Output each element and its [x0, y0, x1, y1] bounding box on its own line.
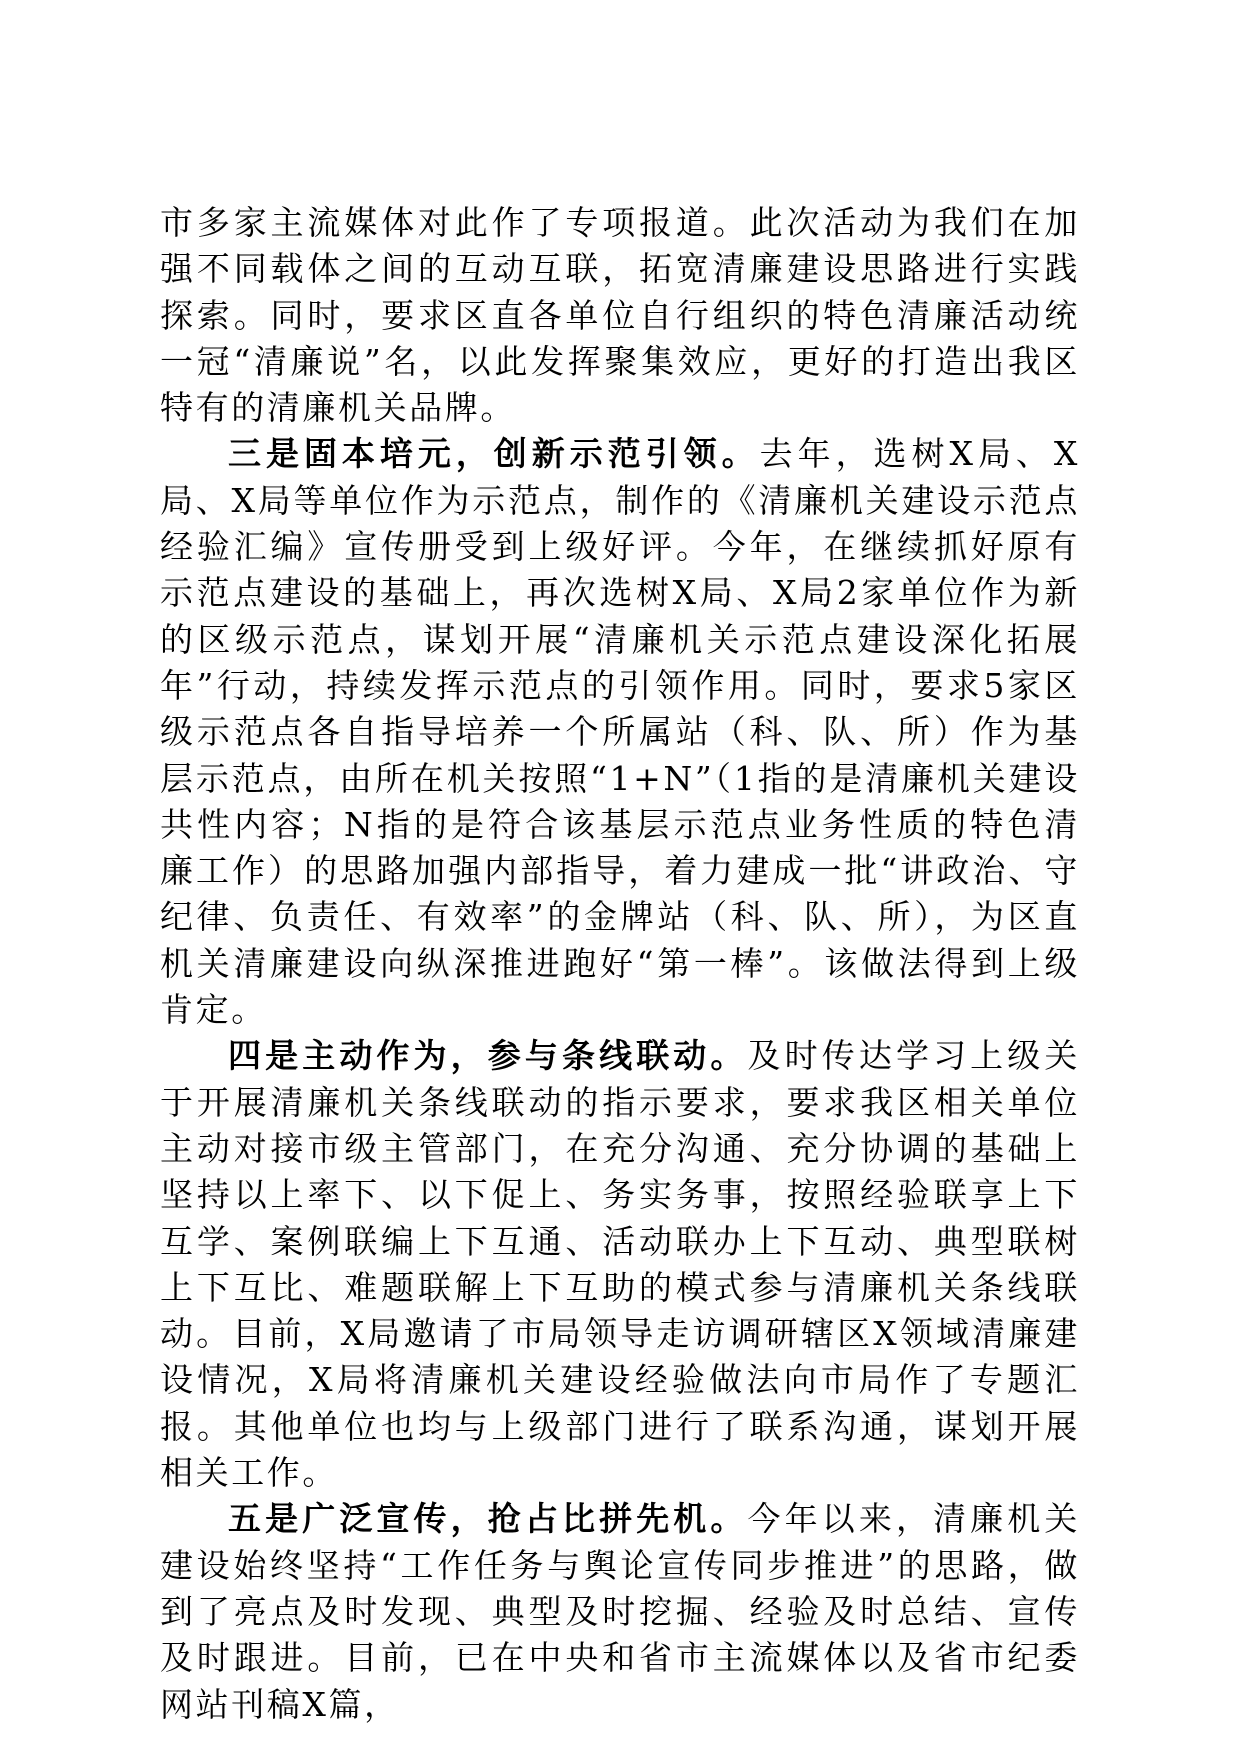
paragraph-publicity	[160, 1496, 1080, 1727]
paragraph-continuation	[160, 200, 1080, 431]
paragraph-text: 去年，选树X局、X局、X局等单位作为示范点，制作的《清廉机关建设示范点经验汇编》宣传册受到上级好评。今年，在继续抓好原有示范点建设的基础上，再次选树X局、X局2家单位作为新的区级示范点，谋划开展“清廉机关示范点建设深化拓展年”行动，持续发挥示范点的引领作用。同时，要求5家区级示范点各自指导培养一个所属站（科、队、所）作为基层示范点，由所在机关按照“1+N”（1指的是清廉机关建设共性内容；N指的是符合该基层示范点业务性质的特色清廉工作）的思路加强内部指导，着力建成一批“讲政治、守纪律、负责任、有效率”的金牌站（科、队、所），为区直机关清廉建设向纵深推进跑好“第一棒”。该做法得到上级肯定。	[160, 434, 1080, 1030]
paragraph-text: 及时传达学习上级关于开展清廉机关条线联动的指示要求，要求我区相关单位主动对接市级主管部门，在充分沟通、充分协调的基础上坚持以上率下、以下促上、务实务事，按照经验联享上下互学、案例联编上下互通、活动联办上下互动、典型联树上下互比、难题联解上下互助的模式参与清廉机关条线联动。目前，X局邀请了市局领导走访调研辖区X领域清廉建设情况，X局将清廉机关建设经验做法向市局作了专题汇报。其他单位也均与上级部门进行了联系沟通，谋划开展相关工作。	[160, 1036, 1080, 1493]
paragraph-lead: 三是固本培元，创新示范引领。	[228, 434, 760, 474]
paragraph-lead: 四是主动作为，参与条线联动。	[228, 1036, 748, 1076]
paragraph-linkage	[160, 1033, 1080, 1496]
paragraph-demonstration	[160, 431, 1080, 1033]
paragraph-text: 今年以来，清廉机关建设始终坚持“工作任务与舆论宣传同步推进”的思路，做到了亮点及时发现、典型及时挖掘、经验及时总结、宣传及时跟进。目前，已在中央和省市主流媒体以及省市纪委网站刊稿X篇，	[160, 1499, 1080, 1724]
paragraph-lead: 五是广泛宣传，抢占比拼先机。	[228, 1499, 748, 1539]
paragraph-text: 市多家主流媒体对此作了专项报道。此次活动为我们在加强不同载体之间的互动互联，拓宽清廉建设思路进行实践探索。同时，要求区直各单位自行组织的特色清廉活动统一冠“清廉说”名，以此发挥聚集效应，更好的打造出我区特有的清廉机关品牌。	[160, 203, 1080, 428]
document-page	[160, 200, 1080, 1728]
